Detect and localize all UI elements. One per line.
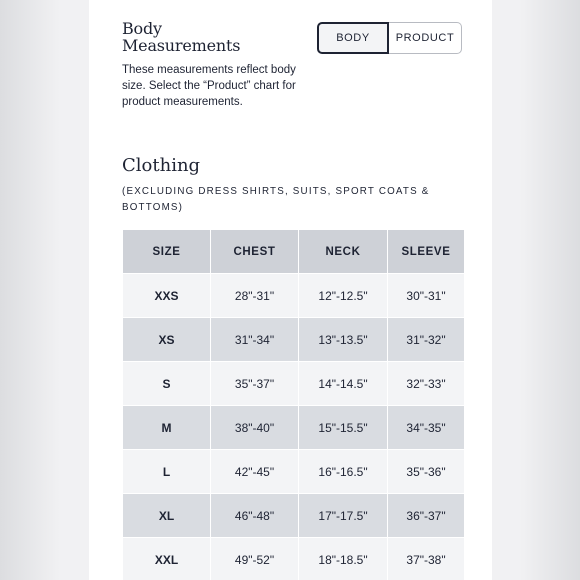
chart-type-toggle <box>317 22 462 54</box>
size-cell: L <box>123 450 211 494</box>
neck-cell: 15"-15.5" <box>299 406 388 450</box>
size-cell: S <box>123 362 211 406</box>
table-header-row <box>123 230 465 274</box>
neck-cell: 14"-14.5" <box>299 362 388 406</box>
chest-cell: 35"-37" <box>211 362 299 406</box>
table-row <box>123 494 465 538</box>
column-header-size: SIZE <box>123 230 211 274</box>
chest-cell: 28"-31" <box>211 274 299 318</box>
sleeve-cell: 35"-36" <box>388 450 465 494</box>
table-row <box>123 362 465 406</box>
size-cell: XXS <box>123 274 211 318</box>
sleeve-cell: 30"-31" <box>388 274 465 318</box>
column-header-neck: NECK <box>299 230 388 274</box>
page-title <box>122 20 272 54</box>
body-toggle-button[interactable]: BODY <box>317 22 389 54</box>
chest-cell: 49"-52" <box>211 538 299 580</box>
chest-cell: 42"-45" <box>211 450 299 494</box>
column-header-chest: CHEST <box>211 230 299 274</box>
title-line-1: Body <box>122 19 162 38</box>
size-table <box>122 229 465 580</box>
sleeve-cell: 34"-35" <box>388 406 465 450</box>
size-cell: XS <box>123 318 211 362</box>
sleeve-cell: 36"-37" <box>388 494 465 538</box>
size-cell: XXL <box>123 538 211 580</box>
neck-cell: 13"-13.5" <box>299 318 388 362</box>
table-row <box>123 450 465 494</box>
neck-cell: 17"-17.5" <box>299 494 388 538</box>
chest-cell: 38"-40" <box>211 406 299 450</box>
sleeve-cell: 32"-33" <box>388 362 465 406</box>
column-header-sleeve: SLEEVE <box>388 230 465 274</box>
title-line-2: Measurements <box>122 36 241 55</box>
section-title: Clothing <box>122 155 201 176</box>
neck-cell: 16"-16.5" <box>299 450 388 494</box>
table-row <box>123 318 465 362</box>
table-row <box>123 406 465 450</box>
size-cell: XL <box>123 494 211 538</box>
sleeve-cell: 37"-38" <box>388 538 465 580</box>
table-row <box>123 274 465 318</box>
size-cell: M <box>123 406 211 450</box>
table-row <box>123 538 465 580</box>
product-toggle-button[interactable]: PRODUCT <box>389 22 462 54</box>
description-text: These measurements reflect body size. Select the “Product” chart for product measurements. <box>122 64 296 108</box>
chest-cell: 46"-48" <box>211 494 299 538</box>
section-note: (EXCLUDING DRESS SHIRTS, SUITS, SPORT COATS & BOTTOMS) <box>122 186 430 213</box>
chest-cell: 31"-34" <box>211 318 299 362</box>
neck-cell: 18"-18.5" <box>299 538 388 580</box>
neck-cell: 12"-12.5" <box>299 274 388 318</box>
size-guide-panel <box>89 0 492 580</box>
sleeve-cell: 31"-32" <box>388 318 465 362</box>
